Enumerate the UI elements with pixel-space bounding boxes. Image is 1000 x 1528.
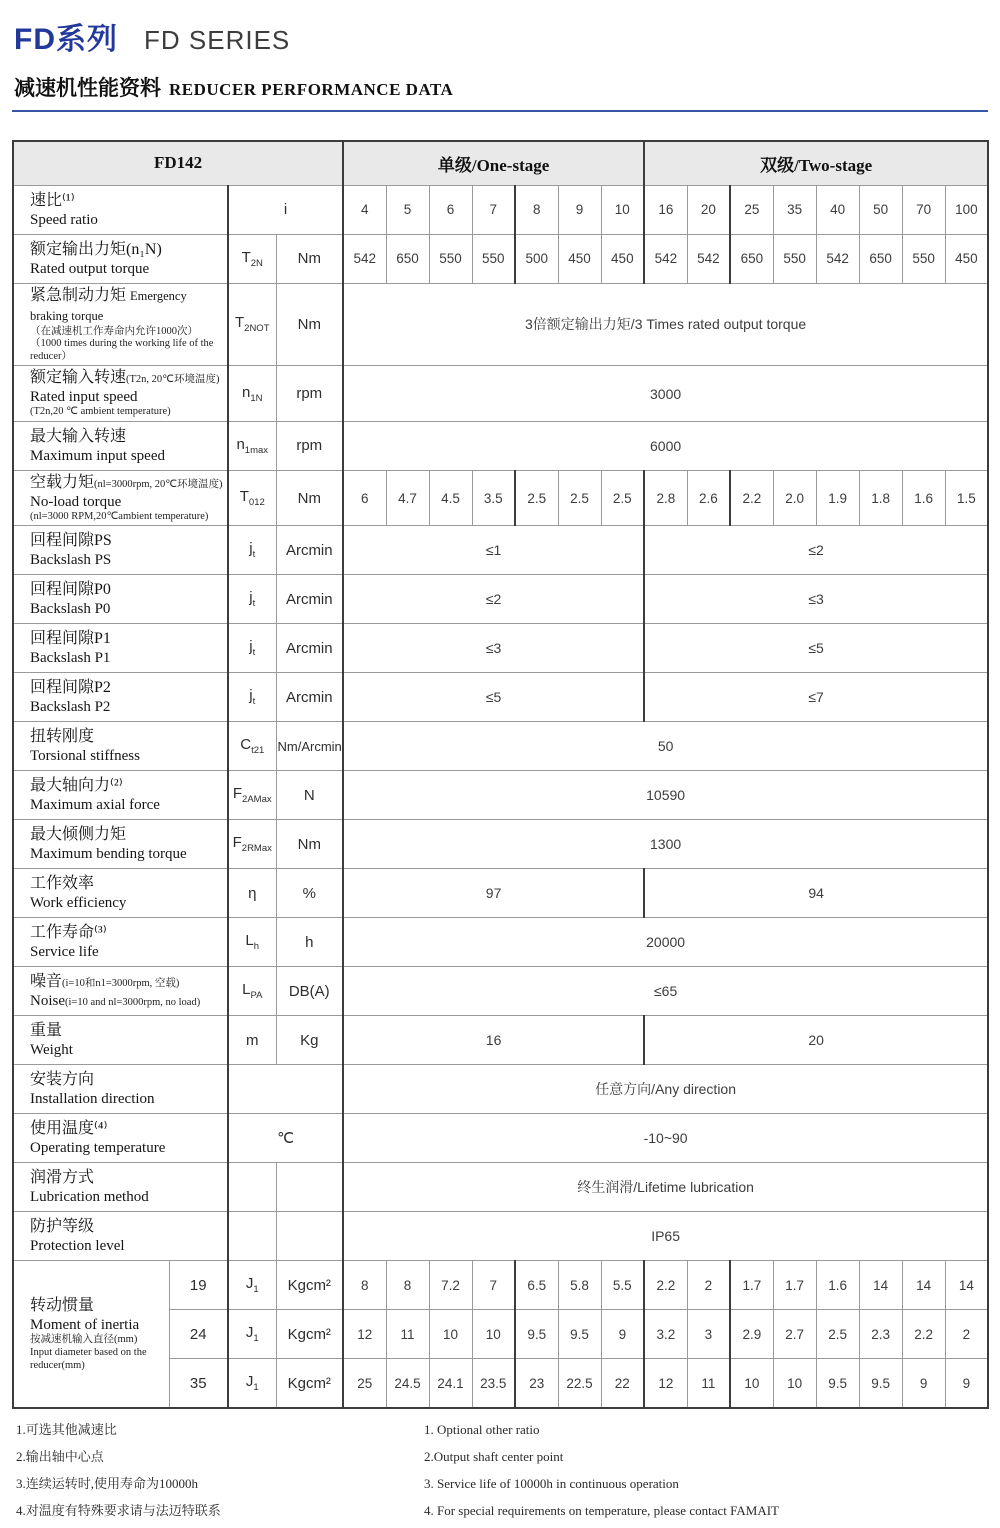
symbol-cell: i [228,185,343,234]
unit-cell: DB(A) [276,967,343,1016]
subtitle-zh: 减速机性能资料 [14,76,161,100]
value-cell: 3.2 [644,1310,687,1359]
two-stage-value: ≤7 [644,673,988,722]
value-cell: 542 [816,234,859,283]
value-cell: 2.2 [730,470,773,526]
symbol-cell: ℃ [228,1114,343,1163]
value-cell: 2.9 [730,1310,773,1359]
table-row-rated-input-speed [13,366,988,422]
row-label-en: Moment of inertia [30,1317,140,1334]
table-row-emergency-braking [13,283,988,366]
row-label-zh: 工作效率 [30,875,95,893]
symbol-cell: $J_1$ [228,1310,276,1359]
merged-value-cell: -10~90 [343,1114,988,1163]
symbol-cell-empty [228,1065,343,1114]
value-cell: 1.9 [816,470,859,526]
unit-cell: rpm [276,366,343,422]
row-label-zh: 空载力矩 [30,473,95,491]
value-cell: 14 [859,1261,902,1310]
unit-cell: N [276,771,343,820]
row-label-en: Lubrication method [30,1189,149,1206]
value-cell: 5 [386,185,429,234]
symbol-cell: $T_{012}$ [228,470,276,526]
value-cell: 50 [859,185,902,234]
unit-cell: Nm [276,470,343,526]
merged-value-cell: 1300 [343,820,988,869]
row-label-en: Backslash P0 [30,601,111,618]
symbol-cell-empty [228,1163,276,1212]
one-stage-header: 单级/One-stage [343,141,644,185]
row-label [13,869,228,918]
table-row-backlash-p0 [13,575,988,624]
footnote-zh-4: 4.对温度有特殊要求请与法迈特联系 [16,1502,221,1518]
value-cell: 1.5 [945,470,988,526]
value-cell: 22 [601,1359,644,1408]
value-cell: 24.1 [429,1359,472,1408]
unit-cell: Kgcm² [276,1310,343,1359]
value-cell: 24.5 [386,1359,429,1408]
symbol-cell: $C_{t21}$ [228,722,276,771]
table-row-torsional-stiffness [13,722,988,771]
value-cell: 10 [773,1359,816,1408]
merged-value-cell: 任意方向/Any direction [343,1065,988,1114]
value-cell: 450 [601,234,644,283]
row-label-zh: 回程间隙P1 [30,630,111,648]
table-row-lubrication [13,1163,988,1212]
value-cell: 6.5 [515,1261,558,1310]
row-label [13,421,228,470]
value-cell: 23 [515,1359,558,1408]
symbol-cell: $j_t$ [228,624,276,673]
value-cell: 450 [945,234,988,283]
row-note-en: （1000 times during the working life of the reducer） [30,338,214,362]
row-label-en: Rated output torque [30,260,150,277]
table-row-weight [13,1016,988,1065]
value-cell: 8 [515,185,558,234]
footnote-en-1: 1. Optional other ratio [424,1421,540,1437]
row-label [13,185,228,234]
row-label-zh: 转动惯量 [30,1297,95,1315]
value-cell: 542 [687,234,730,283]
unit-cell: Nm [276,234,343,283]
row-label [13,722,228,771]
row-note-en: Input diameter based on the reducer(mm) [30,1346,147,1371]
value-cell: 2.6 [687,470,730,526]
unit-cell: Arcmin [276,624,343,673]
value-cell: 1.8 [859,470,902,526]
row-label [13,771,228,820]
unit-cell-empty [276,1212,343,1261]
value-cell: 10 [601,185,644,234]
row-label [13,624,228,673]
row-label-zh: 回程间隙PS [30,532,112,550]
value-cell: 2.8 [644,470,687,526]
table-row-speed-ratio [13,185,988,234]
value-cell: 9.5 [558,1310,601,1359]
merged-value-cell: 20000 [343,918,988,967]
value-cell: 2.0 [773,470,816,526]
value-cell: 25 [343,1359,386,1408]
row-note-zh: (i=10和n1=3000rpm, 空载) [62,978,180,990]
value-cell: 2.2 [902,1310,945,1359]
merged-value-cell: ≤65 [343,967,988,1016]
row-label-en: Speed ratio [30,211,98,228]
symbol-cell: $F_{2RMax}$ [228,820,276,869]
row-label-zh: 防护等级 [30,1218,95,1236]
value-cell: 10 [429,1310,472,1359]
value-cell: 1.7 [730,1261,773,1310]
two-stage-header: 双级/Two-stage [644,141,988,185]
value-cell: 12 [343,1310,386,1359]
value-cell: 2.7 [773,1310,816,1359]
merged-value-cell: 6000 [343,421,988,470]
two-stage-value: 20 [644,1016,988,1065]
row-label-en: No-load torque [30,493,122,510]
one-stage-value: ≤1 [343,526,644,575]
value-cell: 4.5 [429,470,472,526]
merged-value-cell: 3倍额定输出力矩/3 Times rated output torque [343,283,988,366]
symbol-cell: $T_{2N}$ [228,234,276,283]
footnotes-en [424,1421,984,1528]
table-row-service-life [13,918,988,967]
unit-cell: rpm [276,421,343,470]
footnote-en-2: 2.Output shaft center point [424,1448,564,1464]
subtitle-en: REDUCER PERFORMANCE DATA [169,80,454,99]
one-stage-value: 97 [343,869,644,918]
table-row-max-bending-torque [13,820,988,869]
value-cell: 100 [945,185,988,234]
row-label-zh: 最大输入转速 [30,427,127,445]
series-title-zh: FD系列 [14,23,118,56]
symbol-cell: $j_t$ [228,673,276,722]
symbol-cell: $j_t$ [228,575,276,624]
value-cell: 5.8 [558,1261,601,1310]
footnotes-zh [16,1421,424,1528]
section-subtitle [12,72,988,112]
table-row-work-efficiency [13,869,988,918]
value-cell: 14 [945,1261,988,1310]
row-label-en: Maximum axial force [30,797,160,814]
merged-value-cell: 50 [343,722,988,771]
value-cell: 542 [644,234,687,283]
row-label-en: Maximum input speed [30,447,165,464]
table-row-max-axial-force [13,771,988,820]
symbol-cell: $n_{1max}$ [228,421,276,470]
footnote-en-4: 4. For special requirements on temperature, please contact FAMAIT [424,1502,779,1518]
value-cell: 4 [343,185,386,234]
page-title [12,14,988,58]
row-label [13,673,228,722]
row-label-zh: 安装方向 [30,1071,95,1089]
row-label [13,526,228,575]
row-label-en: Noise [30,993,65,1010]
row-label-en: Operating temperature [30,1140,166,1157]
row-label-zh: 润滑方式 [30,1169,95,1187]
value-cell: 7 [472,185,515,234]
value-cell: 70 [902,185,945,234]
row-label [13,820,228,869]
value-cell: 2.3 [859,1310,902,1359]
table-row-max-input-speed [13,421,988,470]
row-label-en: Torsional stiffness [30,748,140,765]
row-label [13,1261,169,1408]
symbol-cell: $L_h$ [228,918,276,967]
value-cell: 9 [558,185,601,234]
value-cell: 500 [515,234,558,283]
row-label-en: Backslash P1 [30,650,111,667]
unit-cell: h [276,918,343,967]
value-cell: 9 [601,1310,644,1359]
symbol-cell: $j_t$ [228,526,276,575]
row-label-en: Weight [30,1042,73,1059]
value-cell: 9.5 [859,1359,902,1408]
value-cell: 6 [343,470,386,526]
row-label-zh: 使用温度⁽⁴⁾ [30,1120,108,1138]
row-label-en: Service life [30,944,99,961]
value-cell: 35 [773,185,816,234]
table-row-rated-output-torque [13,234,988,283]
value-cell: 1.6 [816,1261,859,1310]
value-cell: 2.5 [515,470,558,526]
row-label-zh: 噪音 [30,973,63,991]
value-cell: 9 [945,1359,988,1408]
row-label [13,1163,228,1212]
row-label-zh: 扭转刚度 [30,728,95,746]
footnote-zh-1: 1.可选其他减速比 [16,1421,117,1437]
row-label-en: Backslash P2 [30,699,111,716]
symbol-cell: $F_{2AMax}$ [228,771,276,820]
value-cell: 542 [343,234,386,283]
row-label-zh: 额定输入转速 [30,369,127,387]
row-label [13,234,228,283]
unit-cell: Arcmin [276,526,343,575]
series-title-en: FD SERIES [144,25,291,55]
two-stage-value: ≤3 [644,575,988,624]
row-note-zh: 按减速机输入直径(mm) [30,1334,138,1346]
row-label [13,918,228,967]
value-cell: 7 [472,1261,515,1310]
row-label [13,1016,228,1065]
value-cell: 550 [902,234,945,283]
symbol-cell-empty [228,1212,276,1261]
one-stage-value: 16 [343,1016,644,1065]
value-cell: 9.5 [816,1359,859,1408]
one-stage-value: ≤2 [343,575,644,624]
row-note-zh: (T2n, 20℃环境温度) [126,374,220,386]
value-cell: 8 [343,1261,386,1310]
value-cell: 12 [644,1359,687,1408]
row-label-en: Work efficiency [30,895,127,912]
unit-cell: % [276,869,343,918]
table-row-protection [13,1212,988,1261]
table-row-inertia-19 [13,1261,988,1310]
row-label-zh: 额定输出力矩(n₁N) [30,240,162,258]
row-label-zh: 重量 [30,1022,63,1040]
table-row-backlash-p2 [13,673,988,722]
row-label [13,1212,228,1261]
symbol-cell: m [228,1016,276,1065]
row-label-zh: 回程间隙P2 [30,679,111,697]
row-label-en: Protection level [30,1238,125,1255]
value-cell: 2.5 [816,1310,859,1359]
table-header-row [13,141,988,185]
symbol-cell: $L_{PA}$ [228,967,276,1016]
value-cell: 7.2 [429,1261,472,1310]
unit-cell: Nm [276,283,343,366]
symbol-cell: $T_{2NOT}$ [228,283,276,366]
row-label [13,283,228,366]
value-cell: 9 [902,1359,945,1408]
unit-cell: Kg [276,1016,343,1065]
row-label-en: Emergency braking torque [30,288,187,323]
row-label-zh: 紧急制动力矩 [30,286,127,304]
unit-cell: Arcmin [276,673,343,722]
value-cell: 20 [687,185,730,234]
value-cell: 3.5 [472,470,515,526]
value-cell: 11 [687,1359,730,1408]
row-label-en: Installation direction [30,1091,155,1108]
symbol-cell: $J_1$ [228,1359,276,1408]
value-cell: 2 [945,1310,988,1359]
row-label-en: Maximum bending torque [30,846,187,863]
unit-cell: Nm/Arcmin [276,722,343,771]
row-note-en: (i=10 and nl=3000rpm, no load) [65,997,201,1009]
two-stage-value: 94 [644,869,988,918]
table-row-backlash-ps [13,526,988,575]
merged-value-cell: 10590 [343,771,988,820]
unit-cell: Kgcm² [276,1261,343,1310]
value-cell: 550 [429,234,472,283]
row-label [13,1065,228,1114]
row-label-zh: 工作寿命⁽³⁾ [30,924,107,942]
row-label [13,967,228,1016]
table-row-installation [13,1065,988,1114]
two-stage-value: ≤2 [644,526,988,575]
value-cell: 550 [472,234,515,283]
table-row-temperature [13,1114,988,1163]
two-stage-value: ≤5 [644,624,988,673]
row-note-en: (nl=3000 RPM,20℃ambient temperature) [30,510,209,522]
symbol-cell: $J_1$ [228,1261,276,1310]
table-row-no-load-torque [13,470,988,526]
unit-cell: Kgcm² [276,1359,343,1408]
value-cell: 1.6 [902,470,945,526]
value-cell: 11 [386,1310,429,1359]
value-cell: 450 [558,234,601,283]
merged-value-cell: 3000 [343,366,988,422]
value-cell: 8 [386,1261,429,1310]
value-cell: 22.5 [558,1359,601,1408]
value-cell: 2.5 [601,470,644,526]
one-stage-value: ≤5 [343,673,644,722]
footnote-zh-2: 2.输出轴中心点 [16,1448,104,1464]
footnote-en-3: 3. Service life of 10000h in continuous operation [424,1475,679,1491]
value-cell: 25 [730,185,773,234]
unit-cell: Arcmin [276,575,343,624]
value-cell: 14 [902,1261,945,1310]
value-cell: 650 [730,234,773,283]
value-cell: 23.5 [472,1359,515,1408]
value-cell: 40 [816,185,859,234]
row-label [13,1114,228,1163]
value-cell: 9.5 [515,1310,558,1359]
value-cell: 650 [386,234,429,283]
value-cell: 4.7 [386,470,429,526]
symbol-cell: $n_{1N}$ [228,366,276,422]
performance-table [12,140,989,1409]
value-cell: 5.5 [601,1261,644,1310]
value-cell: 10 [472,1310,515,1359]
row-label-en: Rated input speed [30,389,138,406]
table-row-noise [13,967,988,1016]
value-cell: 2.2 [644,1261,687,1310]
one-stage-value: ≤3 [343,624,644,673]
input-diameter-cell: 19 [169,1261,228,1310]
row-label-zh: 速比⁽¹⁾ [30,191,75,209]
input-diameter-cell: 35 [169,1359,228,1408]
row-label-zh: 最大倾侧力矩 [30,826,127,844]
value-cell: 2 [687,1261,730,1310]
value-cell: 16 [644,185,687,234]
footnote-zh-3: 3.连续运转时,使用寿命为10000h [16,1475,199,1491]
value-cell: 3 [687,1310,730,1359]
row-label [13,575,228,624]
merged-value-cell: IP65 [343,1212,988,1261]
symbol-cell: η [228,869,276,918]
table-row-backlash-p1 [13,624,988,673]
row-label [13,366,228,422]
unit-cell-empty [276,1163,343,1212]
row-label [13,470,228,526]
merged-value-cell: 终生润滑/Lifetime lubrication [343,1163,988,1212]
row-note-zh: （在减速机工作寿命内允许1000次） [30,325,198,337]
row-note-en: (T2n,20 ℃ ambient temperature) [30,406,171,418]
unit-cell: Nm [276,820,343,869]
model-header: FD142 [13,141,343,185]
value-cell: 2.5 [558,470,601,526]
value-cell: 10 [730,1359,773,1408]
row-label-zh: 最大轴向力⁽²⁾ [30,777,123,795]
value-cell: 550 [773,234,816,283]
value-cell: 6 [429,185,472,234]
value-cell: 1.7 [773,1261,816,1310]
row-label-zh: 回程间隙P0 [30,581,111,599]
row-note-zh: (nl=3000rpm, 20℃环境温度) [94,478,223,490]
row-label-en: Backslash PS [30,552,112,569]
input-diameter-cell: 24 [169,1310,228,1359]
footnotes [12,1421,988,1528]
value-cell: 650 [859,234,902,283]
